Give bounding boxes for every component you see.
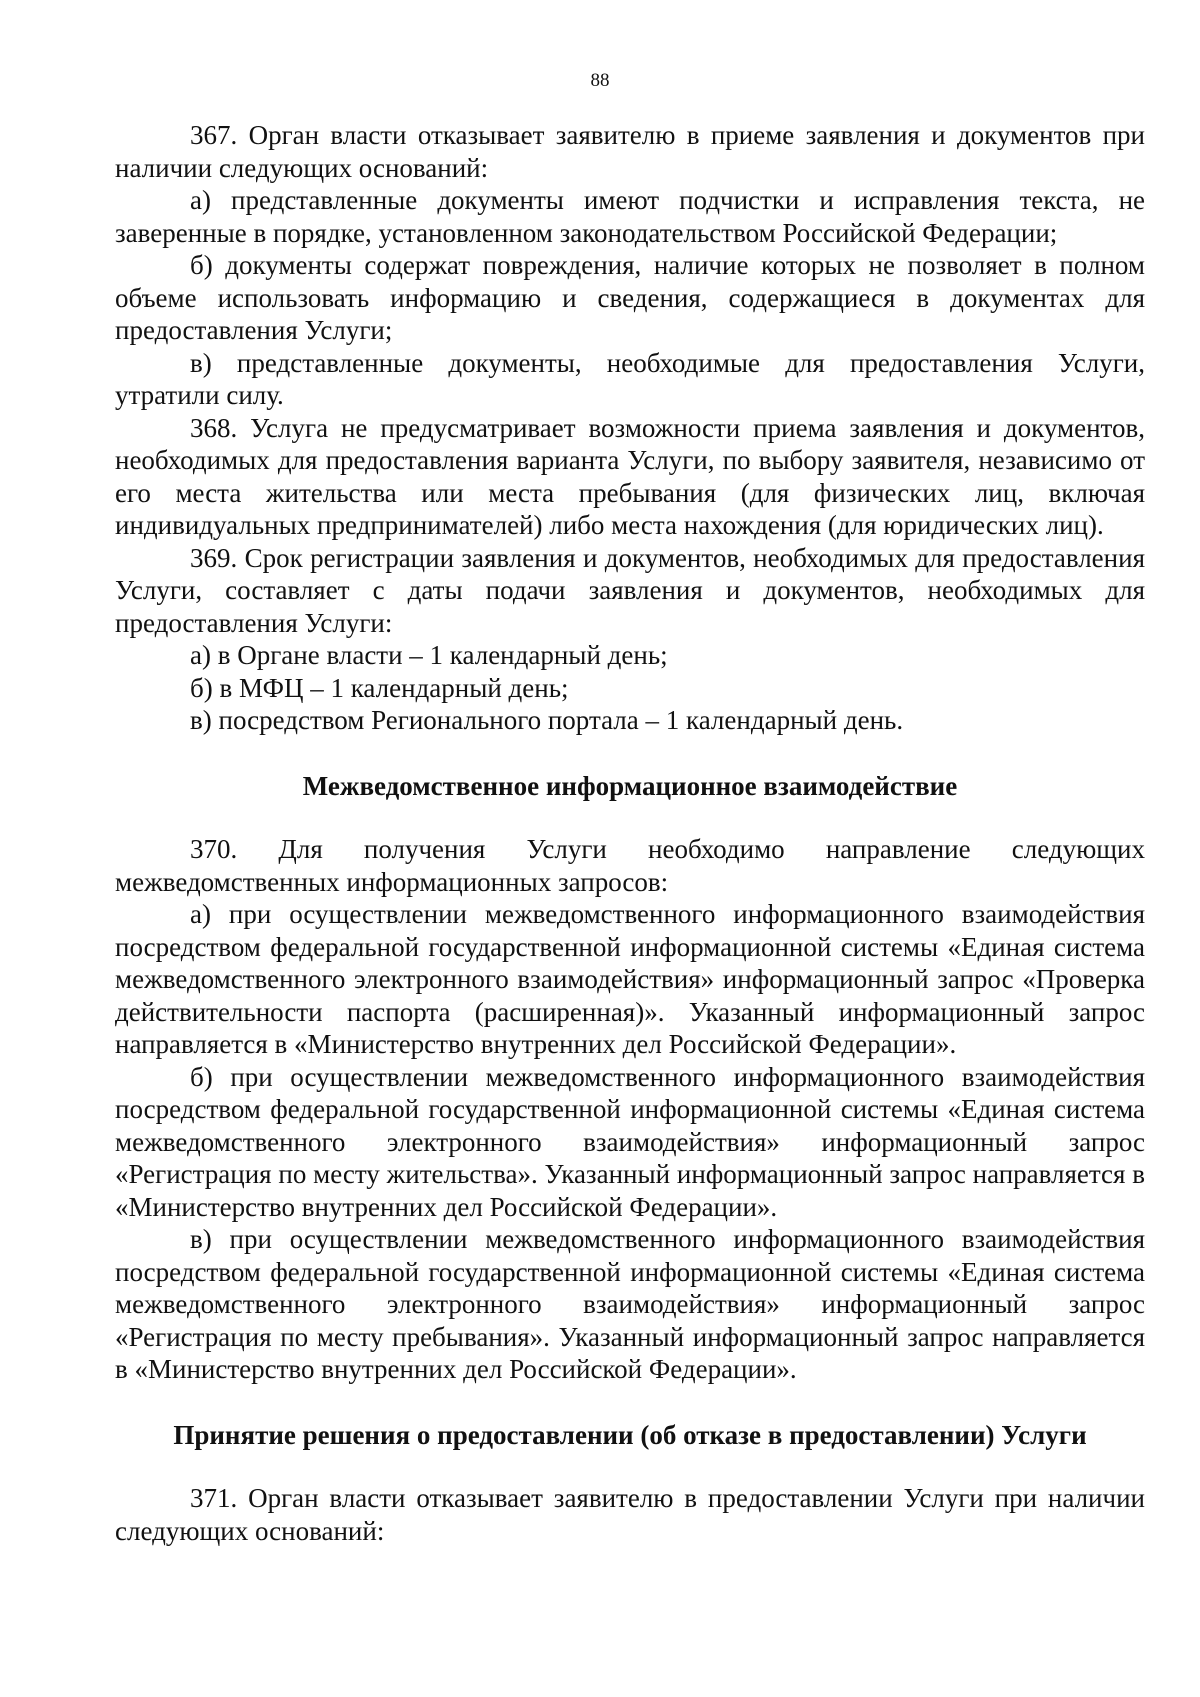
page-number: 88 [590,70,610,91]
paragraph-369-b: б) в МФЦ – 1 календарный день; [190,672,569,703]
section-heading-decision: Принятие решения о предоставлении (об отказе в предоставлении) Услуги [173,1419,1087,1450]
paragraph-369: 369. Срок регистрации заявления и документов, необходимых для предоставления Услуги, составляет с даты подачи заявления и документов, необходимых для предоставления Услуги: [115,542,1145,638]
paragraph-370-b: б) при осуществлении межведомственного информационного взаимодействия посредством федеральной государственной информационной системы «Единая система межведомственного электронного взаимодействия» информационный запрос «Регистрация по месту жительства». Указанный информационный запрос направляется в «Министерство внутренних дел Российской Федерации». [115,1061,1145,1222]
paragraph-367-v: в) представленные документы, необходимые для предоставления Услуги, утратили силу. [115,347,1145,410]
paragraph-367-a: а) представленные документы имеют подчистки и исправления текста, не заверенные в порядке, установленном законодательством Российской Федерации; [115,185,1145,248]
paragraph-370-a: а) при осуществлении межведомственного информационного взаимодействия посредством федеральной государственной информационной системы «Единая система межведомственного электронного взаимодействия» информационный запрос «Проверка действительности паспорта (расширенная)». Указанный информационный запрос направляется в «Министерство внутренних дел Российской Федерации». [115,899,1145,1059]
paragraph-370-v: в) при осуществлении межведомственного информационного взаимодействия посредством федеральной государственной информационной системы «Единая система межведомственного электронного взаимодействия» информационный запрос «Регистрация по месту пребывания». Указанный информационный запрос направляется в «Министерство внутренних дел Российской Федерации». [115,1224,1145,1384]
paragraph-367-b: б) документы содержат повреждения, наличие которых не позволяет в полном объеме использовать информацию и сведения, содержащиеся в документах для предоставления Услуги; [115,250,1145,345]
document-body [115,119,1145,1547]
paragraph-371: 371. Орган власти отказывает заявителю в предоставлении Услуги при наличии следующих оснований: [115,1483,1145,1546]
paragraph-369-a: а) в Органе власти – 1 календарный день; [190,640,668,670]
section-heading-interagency: Межведомственное информационное взаимодействие [302,770,958,801]
paragraph-367: 367. Орган власти отказывает заявителю в приеме заявления и документов при наличии следующих оснований: [115,120,1145,183]
paragraph-368: 368. Услуга не предусматривает возможности приема заявления и документов, необходимых для предоставления варианта Услуги, по выбору заявителя, независимо от его места жительства или места пребывания (для физических лиц, включая индивидуальных предпринимателей) либо места нахождения (для юридических лиц). [115,412,1145,540]
paragraph-370: 370. Для получения Услуги необходимо направление следующих межведомственных информационных запросов: [115,834,1145,897]
paragraph-369-v: в) посредством Регионального портала – 1 календарный день. [190,705,904,735]
